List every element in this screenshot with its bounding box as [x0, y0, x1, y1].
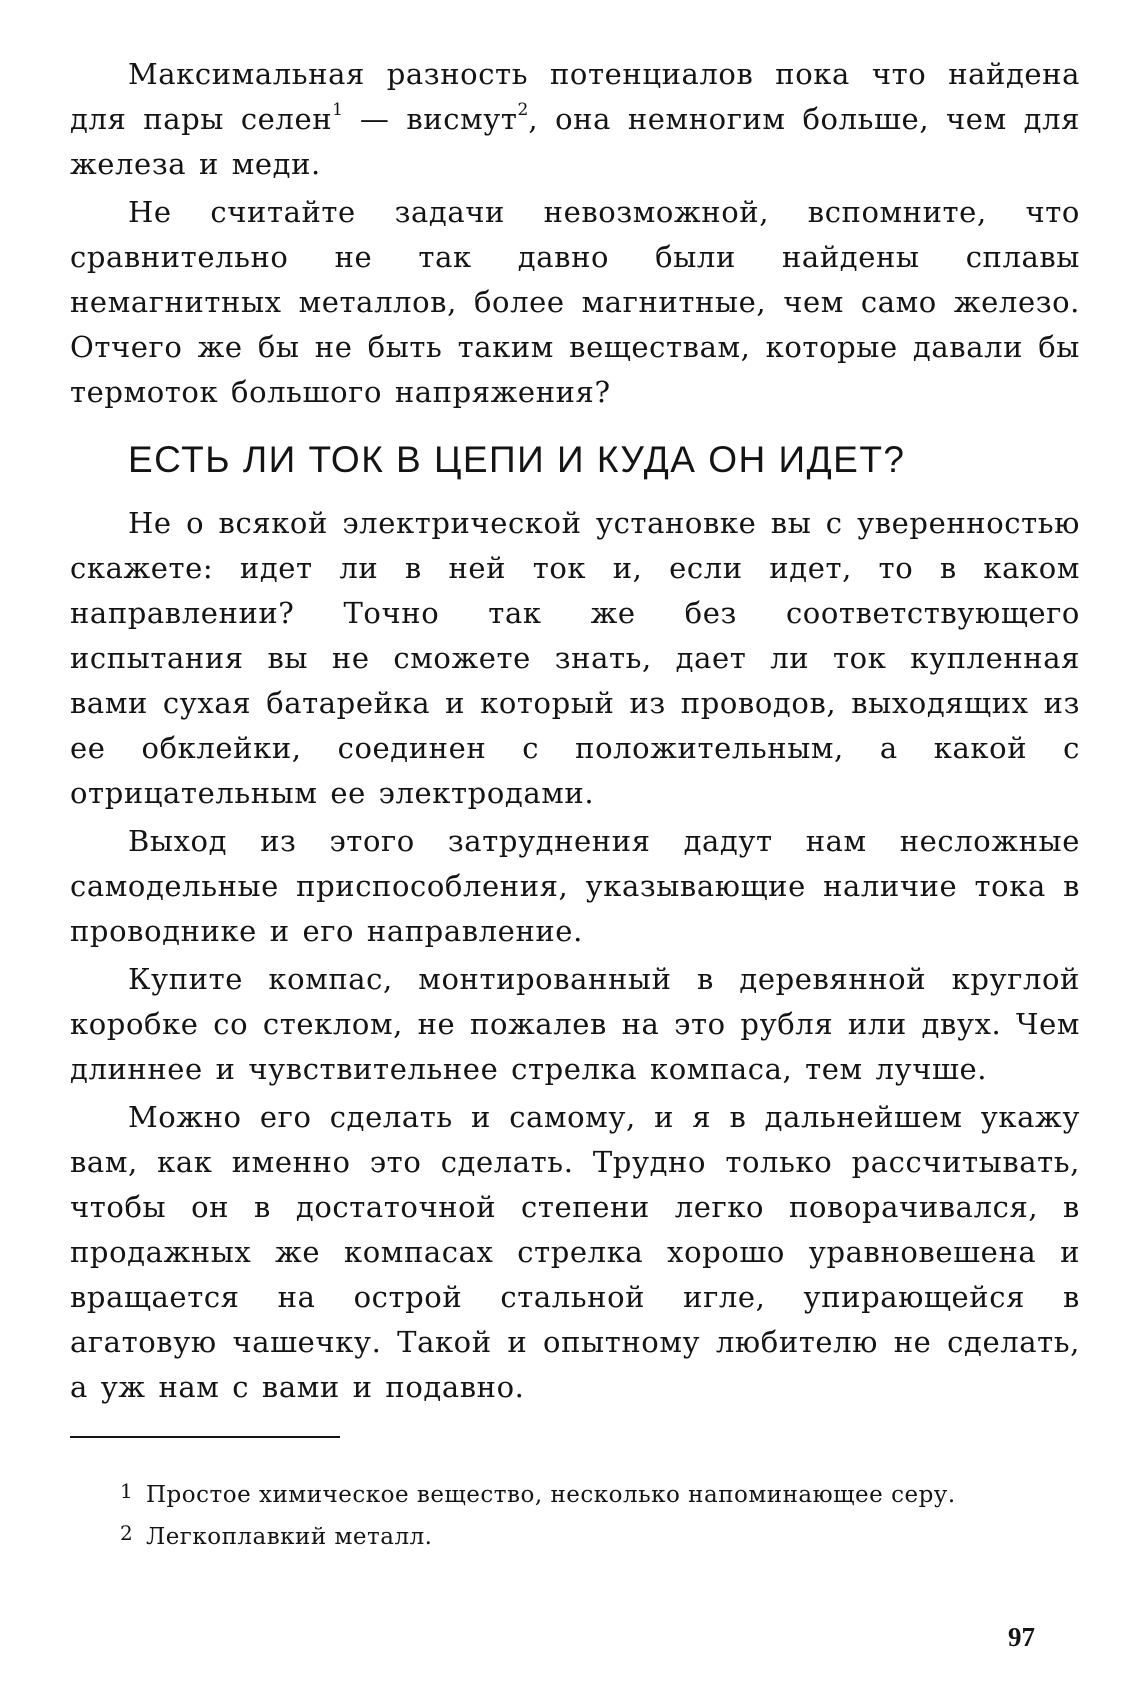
- page-body: [70, 52, 1080, 1410]
- footnote-1-text: Простое химическое вещество, несколько напоминающее серу.: [146, 1482, 956, 1508]
- paragraph-4: Выход из этого затруднения дадут нам несложные самодельные приспособления, указывающие наличие тока в проводнике и его направление.: [70, 824, 1080, 948]
- paragraph-1: [70, 52, 1080, 187]
- paragraph-6: Можно его сделать и самому, и я в дальнейшем укажу вам, как именно это сделать. Трудно только рассчитывать, чтобы он в достаточной степени легко поворачивался, в продажных же компасах стрелка хорошо уравновешена и вращается на острой стальной игле, упирающейся в агатовую чашечку. Такой и опытному любителю не сделать, а уж нам с вами и подавно.: [70, 1100, 1080, 1404]
- footnote-2: [120, 1514, 1050, 1556]
- footnote-ref-1: 1: [332, 100, 343, 120]
- paragraph-2: Не считайте задачи невозможной, вспомните, что сравнительно не так давно были найдены сплавы немагнитных металлов, более магнитные, чем само железо. Отчего же бы не быть таким веществам, которые давали бы термоток большого напряжения?: [70, 195, 1080, 409]
- footnote-2-mark: 2: [120, 1521, 134, 1545]
- footnote-2-text: Легкоплавкий металл.: [146, 1524, 433, 1550]
- page-number: 97: [1008, 1622, 1035, 1652]
- footnotes: [120, 1472, 1050, 1556]
- section-heading: ЕСТЬ ЛИ ТОК В ЦЕПИ И КУДА ОН ИДЕТ?: [128, 439, 906, 480]
- footnote-ref-2: 2: [517, 100, 529, 120]
- paragraph-3: Не о всякой электрической установке вы с уверенностью скажете: идет ли в ней ток и, если идет, то в каком направлении? Точно так же без соответствующего испытания вы не сможете знать, дает ли ток купленная вами сухая батарейка и который из проводов, выходящих из ее обклейки, соединен с положительным, а какой с отрицательным ее электродами.: [70, 506, 1080, 810]
- paragraph-1-text-c: , она немногим больше, чем для железа и меди.: [70, 102, 1080, 181]
- footnote-1: [120, 1472, 1050, 1514]
- footnote-1-mark: 1: [120, 1479, 134, 1503]
- footnote-divider: [70, 1436, 340, 1438]
- paragraph-1-text-b: — висмут: [342, 102, 518, 136]
- paragraph-5: Купите компас, монтированный в деревянной круглой коробке со стеклом, не пожалев на это рубля или двух. Чем длиннее и чувствительнее стрелка компаса, тем лучше.: [70, 962, 1080, 1086]
- paragraph-1-text-a: Максимальная разность потенциалов пока что найдена для пары селен: [70, 57, 1080, 136]
